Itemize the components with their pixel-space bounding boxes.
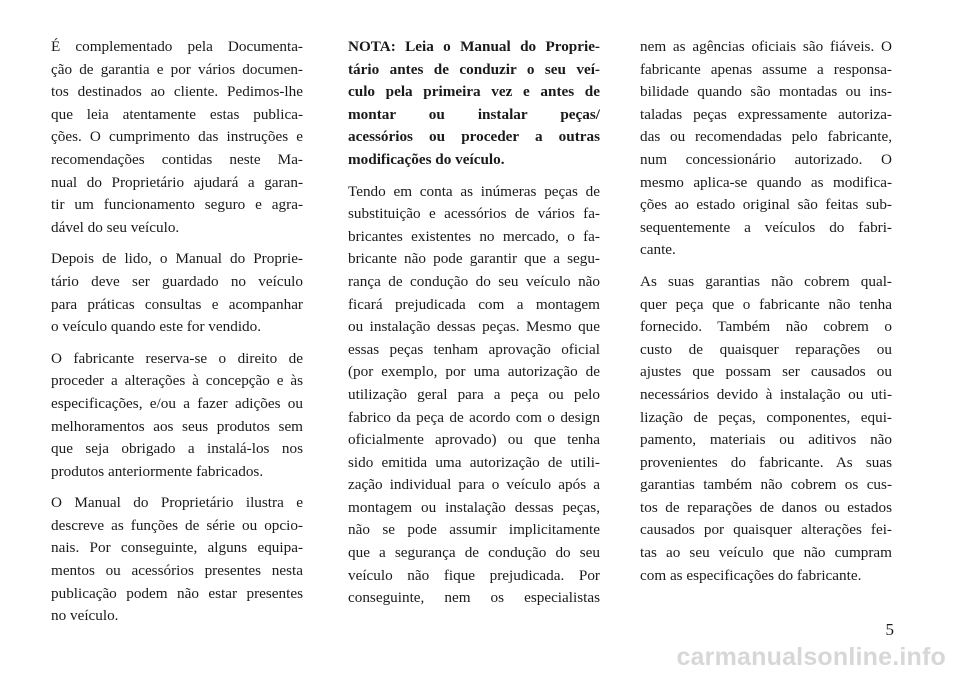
text-line: que leia atentamente estas publica-	[51, 105, 303, 123]
text-line: substituição e acessórios de vários fa-	[348, 205, 600, 223]
text-line: conseguinte, nem os especialistas	[348, 589, 600, 607]
text-line: O Manual do Proprietário ilustra e	[51, 494, 303, 512]
text-line: fabrico da peça de acordo com o design	[348, 408, 600, 426]
text-line: ajustes que possam ser causados ou	[640, 363, 892, 381]
text-line: fabricante apenas assume a responsa-	[640, 60, 892, 78]
text-line: mesmo aplica-se quando as modifica-	[640, 173, 892, 191]
text-line: tário deve ser guardado no veículo	[51, 272, 303, 290]
text-line: o veículo quando este for vendido.	[51, 318, 262, 336]
text-line: melhoramentos aos seus produtos sem	[51, 417, 303, 435]
text-line: cante.	[640, 241, 676, 259]
text-line: pamento, materiais ou aditivos não	[640, 431, 892, 449]
text-line: ções ao estado original são feitas sub-	[640, 196, 892, 214]
text-line: no veículo.	[51, 607, 119, 625]
text-line: oficialmente aprovado) ou que tenha	[348, 431, 600, 449]
text-line: especificações, e/ou a fazer adições ou	[51, 394, 303, 412]
text-line: Depois de lido, o Manual do Proprie-	[51, 250, 303, 268]
text-line: taladas peças expressamente autoriza-	[640, 105, 892, 123]
text-line: sido emitida uma autorização de utili-	[348, 453, 600, 471]
text-line: publicação podem não estar presentes	[51, 584, 303, 602]
text-line: das ou recomendadas pelo fabricante,	[640, 128, 892, 146]
text-line: tário antes de conduzir o seu veí-	[348, 60, 600, 78]
text-line: lização de peças, componentes, equi-	[640, 408, 892, 426]
text-line: nais. Por conseguinte, alguns equipa-	[51, 539, 303, 557]
paragraph-storage	[51, 248, 303, 338]
text-column-2	[348, 36, 600, 619]
paragraph-replacement-parts	[348, 181, 600, 610]
text-line: bilidade quando são montadas ou ins-	[640, 83, 892, 101]
text-line: garantias também não cobrem os cus-	[640, 476, 892, 494]
text-line: O fabricante reserva-se o direito de	[51, 349, 303, 367]
text-line: nem as agências oficiais são fiáveis. O	[640, 38, 892, 55]
text-line: ficará prejudicada com a montagem	[348, 295, 600, 313]
text-line: zação individual para o veículo após a	[348, 476, 600, 494]
text-line: causados por quaisquer alterações fei-	[640, 521, 892, 539]
text-line: proceder a alterações à concepção e às	[51, 372, 303, 390]
paragraph-manufacturer-responsibility	[640, 36, 892, 262]
text-line: mentos ou acessórios presentes nesta	[51, 562, 303, 580]
text-line: montagem ou instalação dessas peças,	[348, 498, 600, 516]
paragraph-manufacturer-rights	[51, 348, 303, 484]
text-line: fornecido. Também não cobrem o	[640, 318, 892, 336]
text-line: É complementado pela Documenta-	[51, 38, 303, 55]
watermark-text: carmanualsonline.info	[676, 643, 946, 671]
text-line: descreve as funções de série ou opcio-	[51, 516, 303, 534]
text-line: quer peça que o fabricante não tenha	[640, 295, 892, 313]
text-line: que seja obrigado a instalá-los nos	[51, 440, 303, 458]
text-line: dável do seu veículo.	[51, 218, 180, 236]
text-line: tos de reparações de danos ou estados	[640, 498, 892, 516]
text-line: ção de garantia e por vários documen-	[51, 60, 303, 78]
paragraph-equipment	[51, 492, 303, 628]
text-line: custo de quaisquer reparações ou	[640, 340, 892, 358]
text-line: ções. O cumprimento das instruções e	[51, 128, 303, 146]
text-line: essas peças tenham aprovação oficial	[348, 340, 600, 358]
text-line: num concessionário autorizado. O	[640, 150, 892, 168]
paragraph-documentation	[51, 36, 303, 239]
text-line: para práticas consultas e acompanhar	[51, 295, 303, 313]
text-line: que a segurança de condução do seu	[348, 544, 600, 562]
text-line: culo pela primeira vez e antes de	[348, 83, 600, 101]
text-line: veículo não fique prejudicada. Por	[348, 566, 600, 584]
text-line: tas ao seu veículo que não cumpram	[640, 544, 892, 562]
text-line: As suas garantias não cobrem qual-	[640, 272, 892, 290]
text-line: NOTA: Leia o Manual do Proprie-	[348, 38, 600, 55]
paragraph-warranty-exclusions	[640, 271, 892, 587]
text-line: bricante não pode garantir que a segu-	[348, 250, 600, 268]
text-line: nual do Proprietário ajudará a garan-	[51, 173, 303, 191]
text-line: ou instalação dessas peças. Mesmo que	[348, 318, 600, 336]
text-line: produtos anteriormente fabricados.	[51, 462, 264, 480]
text-line: tos destinados ao cliente. Pedimos-lhe	[51, 83, 303, 101]
text-line: modificações do veículo.	[348, 150, 505, 168]
text-line: não se pode assumir implicitamente	[348, 521, 600, 539]
text-column-1	[51, 36, 303, 637]
text-line: necessários devido à instalação ou uti-	[640, 385, 892, 403]
text-line: com as especificações do fabricante.	[640, 566, 862, 584]
text-line: (por exemplo, por uma autorização de	[348, 363, 600, 381]
text-line: montar ou instalar peças/	[348, 105, 600, 123]
page-number: 5	[885, 620, 894, 639]
text-line: bricantes existentes no mercado, o fa-	[348, 227, 600, 245]
text-line: tir um funcionamento seguro e agra-	[51, 196, 303, 214]
text-column-3	[640, 36, 892, 596]
text-line: utilização geral para a peça ou pelo	[348, 385, 600, 403]
text-line: Tendo em conta as inúmeras peças de	[348, 182, 600, 200]
text-line: recomendações contidas neste Ma-	[51, 150, 303, 168]
text-line: provenientes do fabricante. As suas	[640, 453, 892, 471]
text-line: sequentemente a veículos do fabri-	[640, 218, 892, 236]
nota-warning	[348, 36, 600, 172]
text-line: rança de condução do seu veículo não	[348, 272, 600, 290]
text-line: acessórios ou proceder a outras	[348, 128, 600, 146]
